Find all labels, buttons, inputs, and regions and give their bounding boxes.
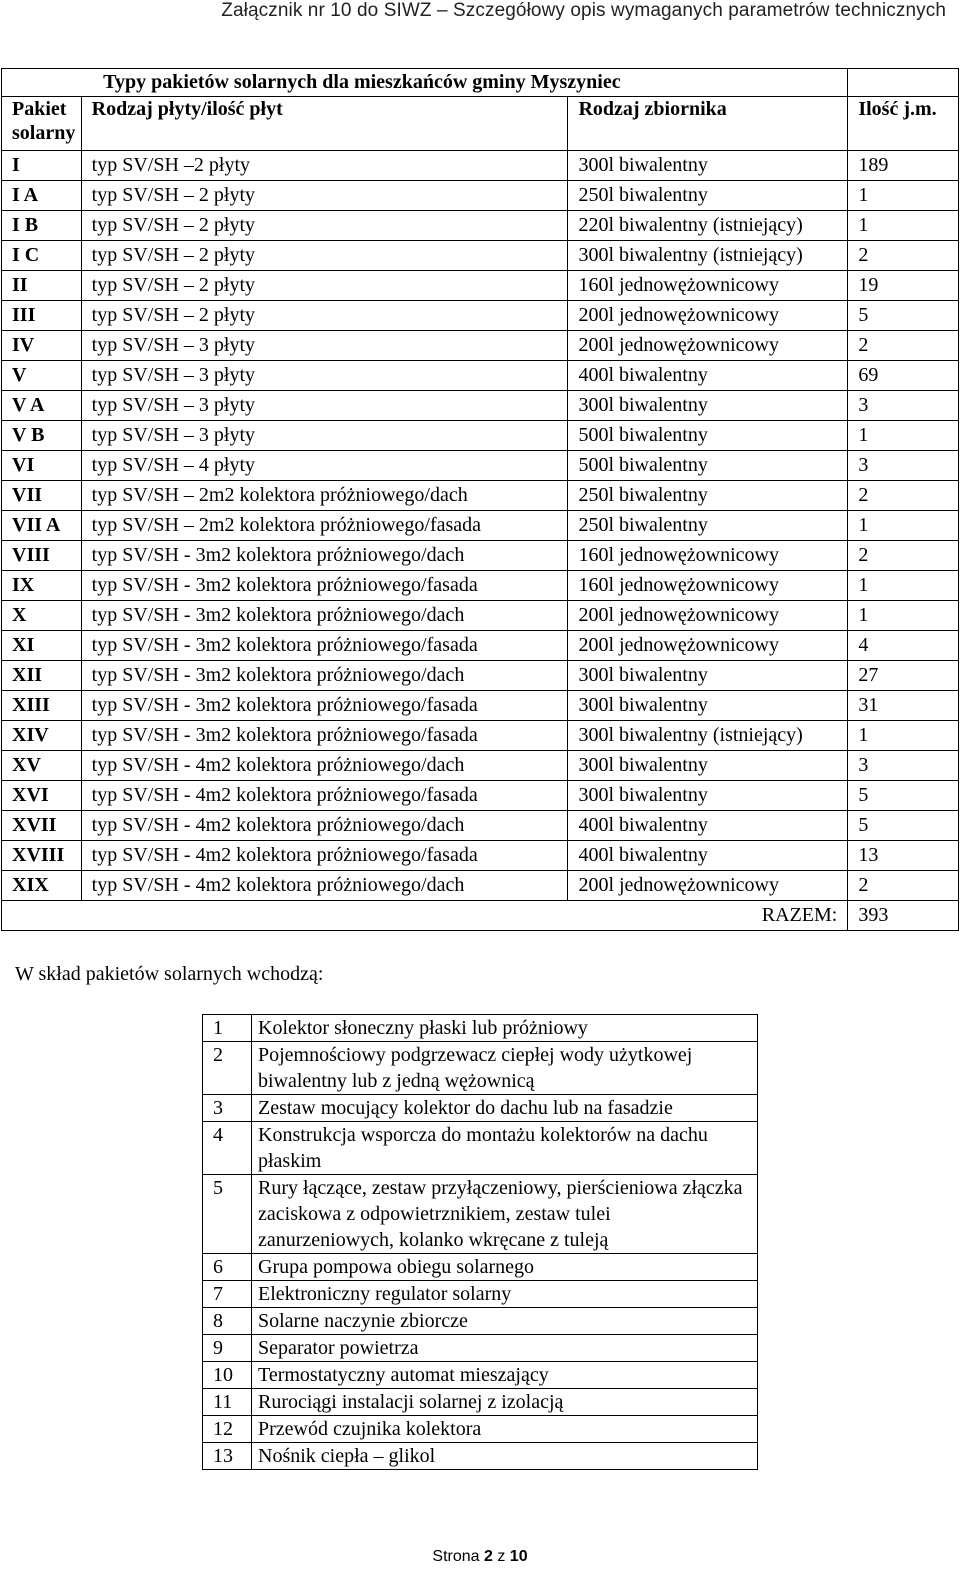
cell-quantity: 3 — [848, 451, 959, 481]
cell-panel-type: typ SV/SH - 4m2 kolektora próżniowego/fasada — [81, 841, 568, 871]
component-name: Kolektor słoneczny płaski lub próżniowy — [252, 1015, 758, 1042]
total-label: RAZEM: — [2, 901, 848, 931]
cell-tank-type: 300l biwalentny — [568, 391, 848, 421]
footer-prefix: Strona — [432, 1548, 480, 1565]
table-title-text: Typy pakietów solarnych dla mieszkańców gminy Myszyniec — [103, 71, 621, 93]
component-name: Separator powietrza — [252, 1335, 758, 1362]
components-table — [202, 1014, 758, 1470]
col-header-package: Pakiet solarny — [2, 97, 82, 151]
cell-package: VI — [2, 451, 82, 481]
table-row — [2, 541, 959, 571]
cell-tank-type: 300l biwalentny — [568, 151, 848, 181]
list-item — [203, 1308, 758, 1335]
cell-panel-type: typ SV/SH - 3m2 kolektora próżniowego/dach — [81, 541, 568, 571]
cell-quantity: 13 — [848, 841, 959, 871]
cell-quantity: 27 — [848, 661, 959, 691]
cell-quantity: 2 — [848, 241, 959, 271]
cell-panel-type: typ SV/SH - 3m2 kolektora próżniowego/dach — [81, 601, 568, 631]
component-number: 9 — [203, 1335, 252, 1362]
cell-tank-type: 200l jednowężownicowy — [568, 631, 848, 661]
cell-quantity: 1 — [848, 601, 959, 631]
cell-panel-type: typ SV/SH – 3 płyty — [81, 361, 568, 391]
cell-panel-type: typ SV/SH – 3 płyty — [81, 421, 568, 451]
cell-panel-type: typ SV/SH – 2 płyty — [81, 211, 568, 241]
components-intro: W skład pakietów solarnych wchodzą: — [15, 963, 324, 985]
component-name: Nośnik ciepła – glikol — [252, 1443, 758, 1470]
cell-tank-type: 160l jednowężownicowy — [568, 571, 848, 601]
cell-quantity: 3 — [848, 751, 959, 781]
table-row — [2, 511, 959, 541]
cell-package: I C — [2, 241, 82, 271]
cell-quantity: 69 — [848, 361, 959, 391]
table-row — [2, 781, 959, 811]
list-item — [203, 1281, 758, 1308]
cell-panel-type: typ SV/SH – 2 płyty — [81, 271, 568, 301]
component-name: Grupa pompowa obiegu solarnego — [252, 1254, 758, 1281]
component-number: 8 — [203, 1308, 252, 1335]
cell-panel-type: typ SV/SH - 3m2 kolektora próżniowego/fasada — [81, 571, 568, 601]
list-item — [203, 1175, 758, 1254]
table-row — [2, 181, 959, 211]
cell-package: XVIII — [2, 841, 82, 871]
list-item — [203, 1015, 758, 1042]
cell-tank-type: 200l jednowężownicowy — [568, 871, 848, 901]
table-row — [2, 421, 959, 451]
component-number: 13 — [203, 1443, 252, 1470]
cell-tank-type: 200l jednowężownicowy — [568, 601, 848, 631]
cell-panel-type: typ SV/SH - 3m2 kolektora próżniowego/fasada — [81, 721, 568, 751]
cell-quantity: 189 — [848, 151, 959, 181]
cell-quantity: 2 — [848, 331, 959, 361]
list-item — [203, 1389, 758, 1416]
cell-package: IV — [2, 331, 82, 361]
cell-tank-type: 220l biwalentny (istniejący) — [568, 211, 848, 241]
cell-tank-type: 400l biwalentny — [568, 811, 848, 841]
footer-page-total: 10 — [509, 1548, 528, 1565]
cell-package: V — [2, 361, 82, 391]
table-row — [2, 211, 959, 241]
component-number: 1 — [203, 1015, 252, 1042]
cell-tank-type: 250l biwalentny — [568, 181, 848, 211]
cell-package: II — [2, 271, 82, 301]
table-row — [2, 481, 959, 511]
document-header: Załącznik nr 10 do SIWZ – Szczegółowy opis wymaganych parametrów technicznych — [221, 0, 946, 21]
component-number: 12 — [203, 1416, 252, 1443]
cell-quantity: 2 — [848, 871, 959, 901]
cell-tank-type: 400l biwalentny — [568, 361, 848, 391]
cell-tank-type: 300l biwalentny — [568, 751, 848, 781]
cell-tank-type: 160l jednowężownicowy — [568, 271, 848, 301]
cell-quantity: 1 — [848, 181, 959, 211]
table-row — [2, 391, 959, 421]
list-item — [203, 1443, 758, 1470]
cell-package: I B — [2, 211, 82, 241]
component-name: Pojemnościowy podgrzewacz ciepłej wody użytkowej biwalentny lub z jedną wężownicą — [252, 1042, 758, 1095]
list-item — [203, 1042, 758, 1095]
table-row — [2, 571, 959, 601]
table-row — [2, 721, 959, 751]
table-row — [2, 661, 959, 691]
cell-panel-type: typ SV/SH - 4m2 kolektora próżniowego/fasada — [81, 781, 568, 811]
col-header-tank-type: Rodzaj zbiornika — [568, 97, 848, 151]
component-name: Konstrukcja wsporcza do montażu kolektorów na dachu płaskim — [252, 1122, 758, 1175]
cell-package: V B — [2, 421, 82, 451]
list-item — [203, 1335, 758, 1362]
table-row — [2, 841, 959, 871]
total-value: 393 — [848, 901, 959, 931]
cell-package: III — [2, 301, 82, 331]
component-number: 3 — [203, 1095, 252, 1122]
cell-quantity: 1 — [848, 421, 959, 451]
table-row — [2, 331, 959, 361]
cell-panel-type: typ SV/SH - 4m2 kolektora próżniowego/dach — [81, 751, 568, 781]
table-row — [2, 751, 959, 781]
cell-panel-type: typ SV/SH – 2 płyty — [81, 301, 568, 331]
cell-tank-type: 160l jednowężownicowy — [568, 541, 848, 571]
table-row — [2, 271, 959, 301]
cell-panel-type: typ SV/SH – 4 płyty — [81, 451, 568, 481]
cell-quantity: 1 — [848, 721, 959, 751]
cell-package: XI — [2, 631, 82, 661]
cell-package: XII — [2, 661, 82, 691]
cell-quantity: 1 — [848, 511, 959, 541]
cell-panel-type: typ SV/SH - 4m2 kolektora próżniowego/dach — [81, 811, 568, 841]
cell-tank-type: 400l biwalentny — [568, 841, 848, 871]
table-row — [2, 691, 959, 721]
page-footer — [0, 1548, 960, 1566]
cell-quantity: 5 — [848, 811, 959, 841]
component-number: 6 — [203, 1254, 252, 1281]
cell-panel-type: typ SV/SH – 2 płyty — [81, 241, 568, 271]
component-name: Elektroniczny regulator solarny — [252, 1281, 758, 1308]
cell-package: XV — [2, 751, 82, 781]
cell-package: X — [2, 601, 82, 631]
cell-package: XIII — [2, 691, 82, 721]
component-name: Rury łączące, zestaw przyłączeniowy, pierścieniowa złączka zaciskowa z odpowietrznikiem, zestaw tulei zanurzeniowych, kolanko wkręcane z tuleją — [252, 1175, 758, 1254]
cell-panel-type: typ SV/SH –2 płyty — [81, 151, 568, 181]
cell-quantity: 5 — [848, 301, 959, 331]
cell-panel-type: typ SV/SH – 2m2 kolektora próżniowego/fasada — [81, 511, 568, 541]
cell-tank-type: 200l jednowężownicowy — [568, 331, 848, 361]
component-name: Rurociągi instalacji solarnej z izolacją — [252, 1389, 758, 1416]
footer-mid: z — [497, 1548, 506, 1565]
cell-package: VIII — [2, 541, 82, 571]
col-header-panel-type: Rodzaj płyty/ilość płyt — [81, 97, 568, 151]
cell-package: XIX — [2, 871, 82, 901]
cell-package: IX — [2, 571, 82, 601]
table-row — [2, 811, 959, 841]
component-name: Przewód czujnika kolektora — [252, 1416, 758, 1443]
cell-package: V A — [2, 391, 82, 421]
table-title-cell-empty — [2, 69, 82, 97]
cell-quantity: 5 — [848, 781, 959, 811]
cell-tank-type: 250l biwalentny — [568, 511, 848, 541]
table-row — [2, 241, 959, 271]
cell-quantity: 3 — [848, 391, 959, 421]
cell-tank-type: 500l biwalentny — [568, 421, 848, 451]
cell-quantity: 19 — [848, 271, 959, 301]
cell-tank-type: 200l jednowężownicowy — [568, 301, 848, 331]
list-item — [203, 1122, 758, 1175]
cell-package: XVII — [2, 811, 82, 841]
table-row — [2, 301, 959, 331]
table-row — [2, 151, 959, 181]
cell-quantity: 1 — [848, 211, 959, 241]
cell-package: I — [2, 151, 82, 181]
table-row — [2, 361, 959, 391]
cell-tank-type: 300l biwalentny (istniejący) — [568, 241, 848, 271]
component-number: 2 — [203, 1042, 252, 1095]
cell-panel-type: typ SV/SH – 2 płyty — [81, 181, 568, 211]
table-row — [2, 871, 959, 901]
cell-tank-type: 300l biwalentny — [568, 661, 848, 691]
component-name: Zestaw mocujący kolektor do dachu lub na fasadzie — [252, 1095, 758, 1122]
cell-tank-type: 300l biwalentny (istniejący) — [568, 721, 848, 751]
cell-package: XVI — [2, 781, 82, 811]
table-title-row — [2, 69, 959, 97]
cell-tank-type: 300l biwalentny — [568, 691, 848, 721]
table-header-row — [2, 97, 959, 151]
cell-panel-type: typ SV/SH - 3m2 kolektora próżniowego/dach — [81, 661, 568, 691]
cell-package: XIV — [2, 721, 82, 751]
list-item — [203, 1416, 758, 1443]
cell-panel-type: typ SV/SH - 3m2 kolektora próżniowego/fasada — [81, 691, 568, 721]
cell-package: VII — [2, 481, 82, 511]
list-item — [203, 1254, 758, 1281]
cell-panel-type: typ SV/SH – 2m2 kolektora próżniowego/dach — [81, 481, 568, 511]
cell-panel-type: typ SV/SH - 3m2 kolektora próżniowego/fasada — [81, 631, 568, 661]
cell-tank-type: 500l biwalentny — [568, 451, 848, 481]
component-number: 5 — [203, 1175, 252, 1254]
cell-package: VII A — [2, 511, 82, 541]
table-row — [2, 451, 959, 481]
table-title — [81, 69, 848, 97]
table-total-row — [2, 901, 959, 931]
cell-package: I A — [2, 181, 82, 211]
list-item — [203, 1362, 758, 1389]
cell-panel-type: typ SV/SH - 4m2 kolektora próżniowego/dach — [81, 871, 568, 901]
cell-panel-type: typ SV/SH – 3 płyty — [81, 391, 568, 421]
table-row — [2, 601, 959, 631]
component-number: 7 — [203, 1281, 252, 1308]
col-header-quantity: Ilość j.m. — [848, 97, 959, 151]
cell-quantity: 4 — [848, 631, 959, 661]
cell-quantity: 2 — [848, 481, 959, 511]
cell-quantity: 2 — [848, 541, 959, 571]
component-number: 4 — [203, 1122, 252, 1175]
cell-tank-type: 300l biwalentny — [568, 781, 848, 811]
footer-page-number: 2 — [483, 1548, 493, 1565]
solar-package-table — [1, 68, 959, 931]
component-name: Solarne naczynie zbiorcze — [252, 1308, 758, 1335]
component-number: 10 — [203, 1362, 252, 1389]
cell-panel-type: typ SV/SH – 3 płyty — [81, 331, 568, 361]
cell-quantity: 31 — [848, 691, 959, 721]
list-item — [203, 1095, 758, 1122]
component-number: 11 — [203, 1389, 252, 1416]
component-name: Termostatyczny automat mieszający — [252, 1362, 758, 1389]
cell-quantity: 1 — [848, 571, 959, 601]
table-title-cell-right — [848, 69, 959, 97]
cell-tank-type: 250l biwalentny — [568, 481, 848, 511]
table-row — [2, 631, 959, 661]
